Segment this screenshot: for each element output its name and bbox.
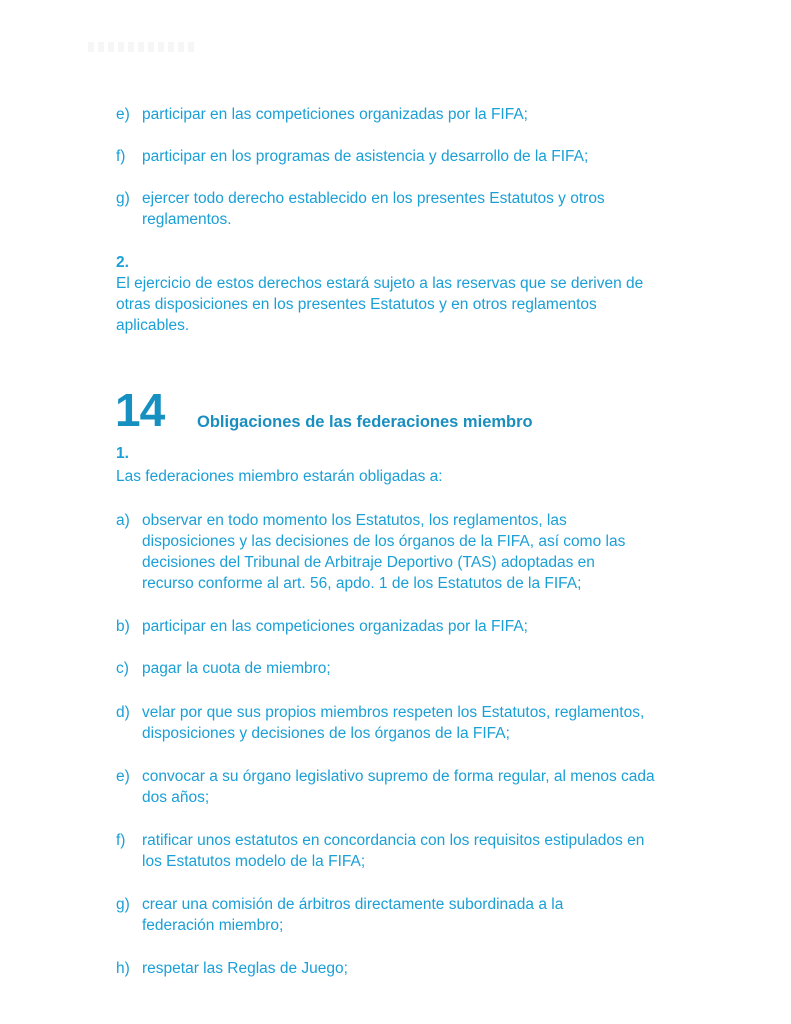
list-item-e <box>116 104 676 125</box>
item-text: participar en los programas de asistencia y desarrollo de la FIFA; <box>142 148 589 165</box>
item-letter: e) <box>116 768 130 785</box>
item-text: ratificar unos estatutos en concordancia con los requisitos estipulados en los Estatutos modelo de la FIFA; <box>142 832 645 870</box>
item-letter: e) <box>116 106 130 123</box>
item-letter: g) <box>116 190 130 207</box>
paragraph-number: 1. <box>116 445 129 462</box>
faint-header-mark <box>88 42 198 52</box>
list-item-a <box>116 510 626 594</box>
list-item-f <box>116 146 676 167</box>
list-item-g2 <box>116 894 596 936</box>
item-text: ejercer todo derecho establecido en los presentes Estatutos y otros reglamentos. <box>142 190 605 228</box>
paragraph-text: El ejercicio de estos derechos estará sujeto a las reservas que se deriven de otras disposiciones en los presentes Estatutos y en otros reglamentos aplicables. <box>116 275 644 334</box>
list-item-b <box>116 616 676 637</box>
item-letter: h) <box>116 960 130 977</box>
list-item-g <box>116 188 656 230</box>
list-item-d <box>116 702 681 744</box>
item-letter: c) <box>116 660 129 677</box>
item-text: convocar a su órgano legislativo supremo de forma regular, al menos cada dos años; <box>142 768 655 806</box>
item-text: participar en las competiciones organizadas por la FIFA; <box>142 618 528 635</box>
article-number: 14 <box>115 384 165 436</box>
item-letter: g) <box>116 896 130 913</box>
item-text: respetar las Reglas de Juego; <box>142 960 348 977</box>
paragraph-text: Las federaciones miembro estarán obligadas a: <box>116 468 443 485</box>
item-letter: b) <box>116 618 130 635</box>
list-item-h <box>116 958 676 979</box>
item-text: observar en todo momento los Estatutos, los reglamentos, las disposiciones y las decisiones de los órganos de la FIFA, así como las decisiones del Tribunal de Arbitraje Deportivo (TAS) adoptadas en recurso conforme al art. 56, apdo. 1 de los Estatutos de la FIFA; <box>142 512 626 592</box>
item-letter: d) <box>116 704 130 721</box>
item-letter: f) <box>116 832 126 849</box>
item-text: velar por que sus propios miembros respeten los Estatutos, reglamentos, disposiciones y decisiones de los órganos de la FIFA; <box>142 704 645 742</box>
item-letter: f) <box>116 148 126 165</box>
list-item-f2 <box>116 830 661 872</box>
item-text: pagar la cuota de miembro; <box>142 660 331 677</box>
item-letter: a) <box>116 512 130 529</box>
list-item-c <box>116 658 676 679</box>
paragraph-number: 2. <box>116 254 129 271</box>
article-title: Obligaciones de las federaciones miembro <box>197 413 533 431</box>
item-text: crear una comisión de árbitros directamente subordinada a la federación miembro; <box>142 896 564 934</box>
item-text: participar en las competiciones organizadas por la FIFA; <box>142 106 528 123</box>
list-item-e2 <box>116 766 656 808</box>
